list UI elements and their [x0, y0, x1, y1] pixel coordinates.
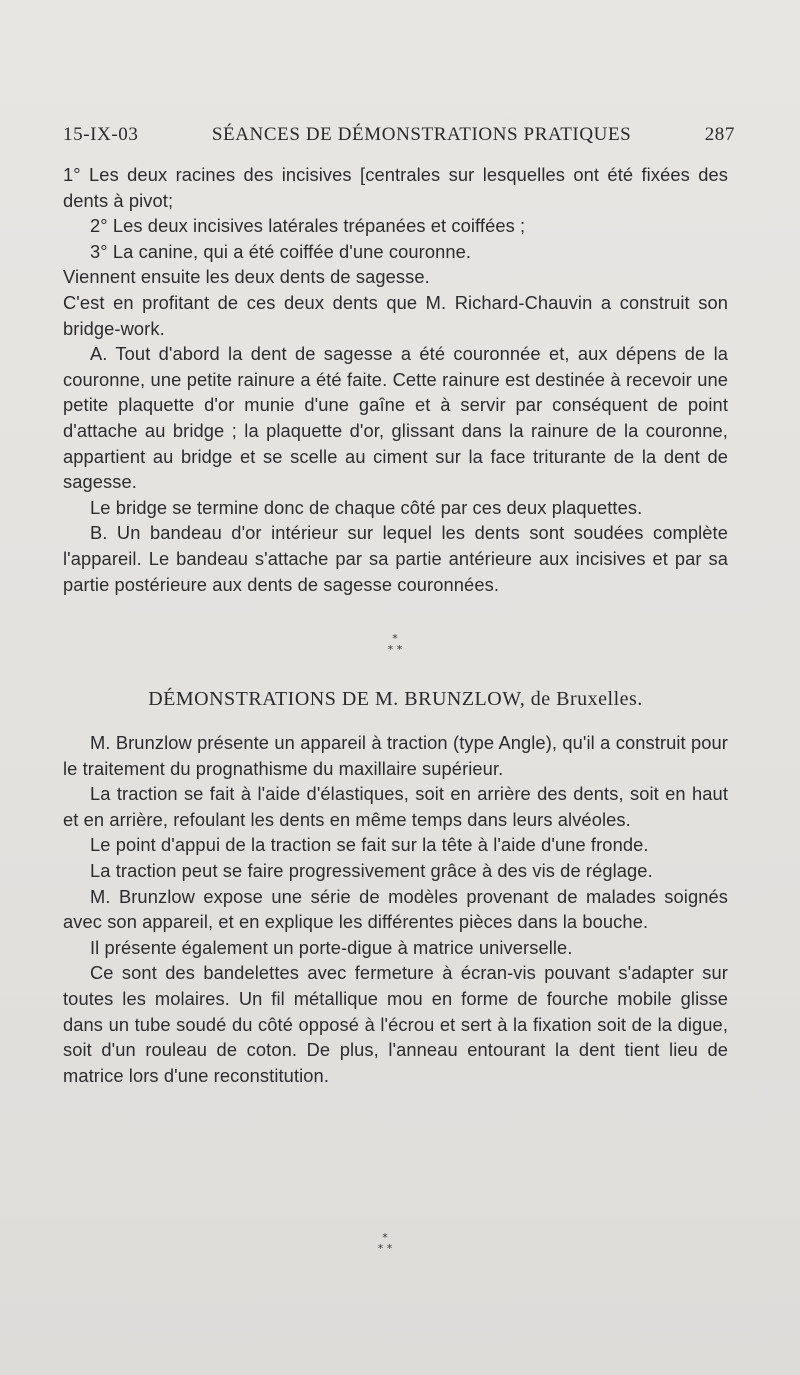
paragraph: A. Tout d'abord la dent de sagesse a été couronnée et, aux dépens de la couronne, une petite rainure a été faite. Cette rainure est destinée à recevoir une petite plaquette d'or munie d'une gaîne et à servir par conséquent de point d'attache au bridge ; la plaquette d'or, glissant dans la rainure de la couronne, appartient au bridge et se scelle au ciment sur la face triturante de la dent de sagesse.	[63, 343, 728, 493]
paragraph: M. Brunzlow expose une série de modèles provenant de malades soignés avec son appareil, et en explique les différentes pièces dans la bouche.	[63, 885, 728, 933]
section-brunzlow	[63, 730, 728, 1088]
paragraph: Ce sont des bandelettes avec fermeture à écran-vis pouvant s'adapter sur toutes les molaires. Un fil métallique mou en forme de fourche mobile glisse dans un tube soudé du côté opposé à l'écrou et sert à la fixation soit de la digue, soit d'un rouleau de coton. De plus, l'anneau entourant la dent tient lieu de matrice lors d'une reconstitution.	[63, 962, 728, 1086]
paragraph: 1° Les deux racines des incisives [centrales sur lesquelles ont été fixées des dents à pivot;	[63, 164, 728, 211]
paragraph: Le bridge se termine donc de chaque côté par ces deux plaquettes.	[90, 496, 643, 518]
header-title: SÉANCES DE DÉMONSTRATIONS PRATIQUES	[211, 124, 632, 145]
asterism-separator: * * *	[377, 1231, 393, 1255]
paragraph: Le point d'appui de la traction se fait sur la tête à l'aide d'une fronde.	[90, 834, 649, 856]
running-header	[63, 124, 735, 146]
paragraph: 2° Les deux incisives latérales trépanées et coiffées ;	[90, 215, 526, 237]
header-date: 15-IX-03	[63, 124, 139, 145]
paragraph: M. Brunzlow présente un appareil à traction (type Angle), qu'il a construit pour le traitement du prognathisme du maxillaire supérieur.	[63, 732, 728, 779]
paragraph: B. Un bandeau d'or intérieur sur lequel les dents sont soudées complète l'appareil. Le bandeau s'attache par sa partie antérieure aux incisives et par sa partie postérieure aux dents de sagesse couronnées.	[63, 522, 728, 595]
paragraph: 3° La canine, qui a été coiffée d'une couronne.	[90, 240, 472, 262]
section-richard-chauvin	[63, 162, 728, 597]
section-title: DÉMONSTRATIONS DE M. BRUNZLOW, de Bruxelles.	[148, 688, 643, 710]
paragraph: Viennent ensuite les deux dents de sagesse.	[63, 266, 430, 288]
paragraph: C'est en profitant de ces deux dents que M. Richard-Chauvin a construit son bridge-work.	[63, 291, 728, 339]
paragraph: Il présente également un porte-digue à matrice universelle.	[90, 936, 573, 958]
page-number: 287	[704, 124, 735, 145]
asterism-separator: * * *	[387, 632, 403, 656]
paragraph: La traction se fait à l'aide d'élastiques, soit en arrière des dents, soit en haut et en arrière, refoulant les dents en même temps dans leurs alvéoles.	[63, 783, 728, 830]
paragraph: La traction peut se faire progressivement grâce à des vis de réglage.	[90, 859, 653, 881]
